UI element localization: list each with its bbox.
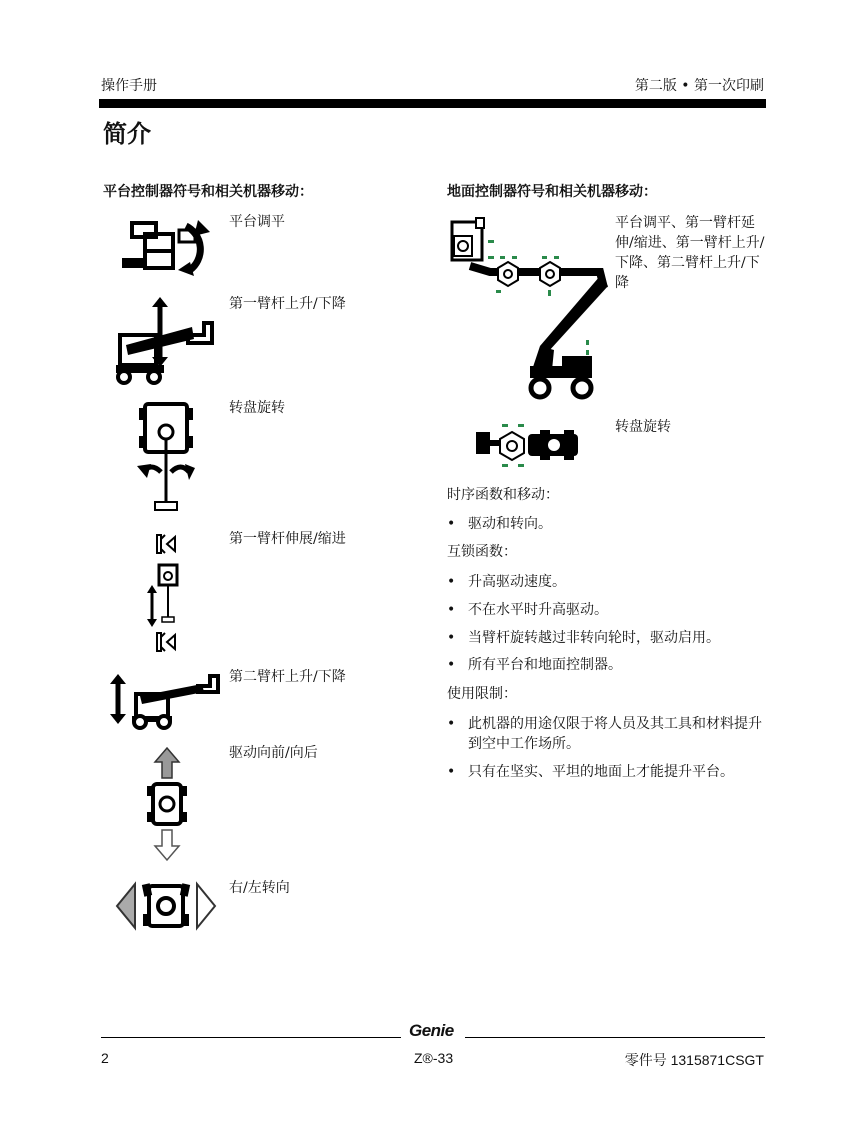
item-label: 平台调平 xyxy=(229,214,285,230)
footer-rule-right xyxy=(465,1037,765,1038)
manual-title: 操作手册 xyxy=(101,78,157,94)
steer-right-left-icon xyxy=(115,880,217,932)
interlock-heading: 互锁函数： xyxy=(447,544,517,560)
item-label: 驱动向前/向后 xyxy=(229,745,318,761)
drive-forward-backward-icon xyxy=(145,746,189,864)
boom-lift-machine-icon xyxy=(450,216,610,400)
item-label: 转盘旋转 xyxy=(229,400,285,416)
item-label: 第二臂杆上升/下降 xyxy=(229,669,346,685)
page-number: 2 xyxy=(101,1050,109,1066)
header-rule xyxy=(99,99,766,108)
model-name: Z®-33 xyxy=(414,1050,454,1066)
item-label: 第一臂杆伸展/缩进 xyxy=(229,531,346,547)
page-title: 简介 xyxy=(103,119,151,148)
primary-boom-extend-retract-icon xyxy=(145,533,185,653)
item-label: 转盘旋转 xyxy=(615,419,671,435)
usage-heading: 使用限制： xyxy=(447,686,517,702)
ground-controls-heading: 地面控制器符号和相关机器移动： xyxy=(447,184,657,200)
turntable-rotate-ground-icon xyxy=(474,420,586,468)
item-label: 第一臂杆上升/下降 xyxy=(229,296,346,312)
platform-level-icon xyxy=(120,218,210,280)
genie-logo: Genie xyxy=(409,1021,454,1040)
edition-info: 第二版 • 第一次印刷 xyxy=(634,78,764,94)
item-label: 右/左转向 xyxy=(229,880,290,896)
secondary-boom-up-down-icon xyxy=(110,672,222,730)
part-number: 零件号 1315871CSGT xyxy=(624,1052,764,1068)
item-label: 平台调平、第一臂杆延伸/缩进、第一臂杆上升/下降、第二臂杆上升/下降 xyxy=(615,215,765,291)
footer-rule-left xyxy=(101,1037,401,1038)
platform-controls-heading: 平台控制器符号和相关机器移动： xyxy=(103,184,313,200)
turntable-rotate-icon xyxy=(137,402,195,514)
primary-boom-up-down-icon xyxy=(112,295,218,385)
timing-heading: 时序函数和移动： xyxy=(447,487,559,503)
